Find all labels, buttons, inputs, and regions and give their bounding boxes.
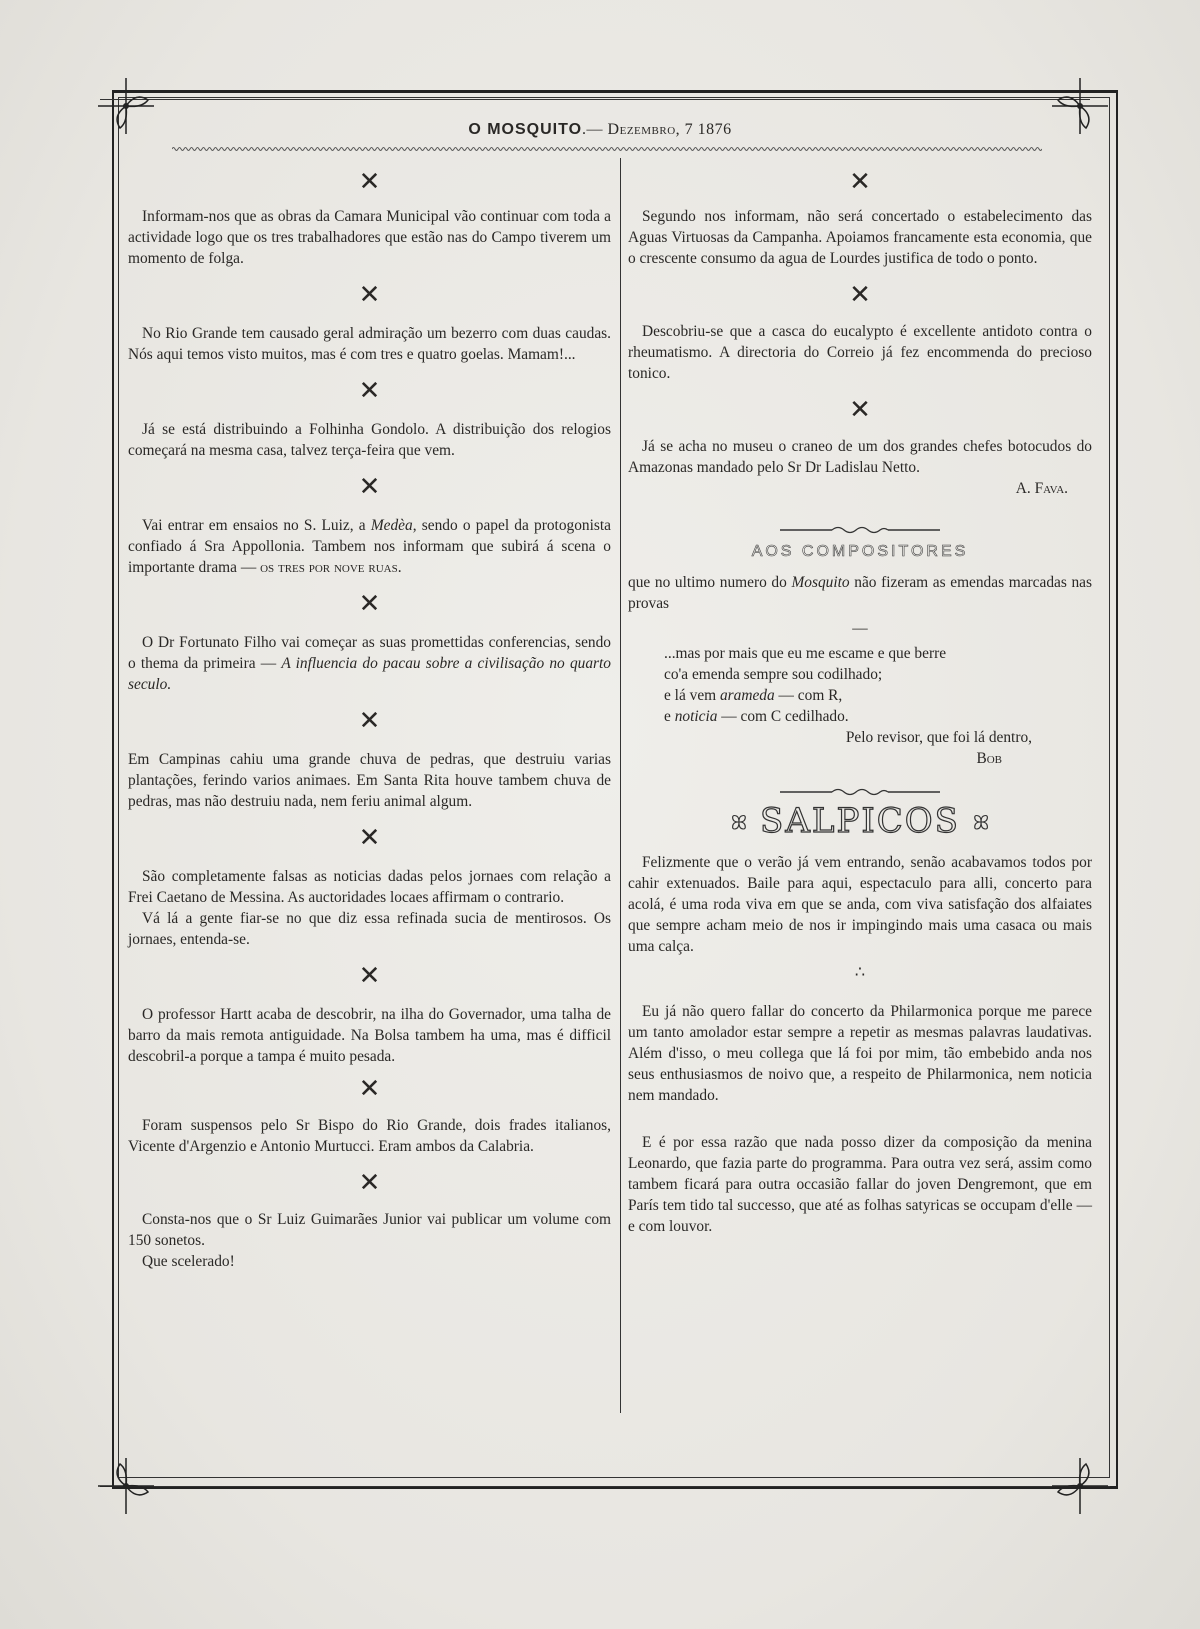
dash-divider: —: [852, 620, 868, 637]
separator-icon: ✕: [849, 167, 871, 197]
news-text: Vá lá a gente fiar-se no que diz essa refinada sucia de mentirosos. Os jornaes, entenda-se.: [128, 910, 611, 948]
flourish-left-icon: ꕤ: [730, 810, 748, 835]
separator-icon: ✕: [358, 1168, 381, 1198]
right-column: [628, 168, 1092, 1237]
verse-line: e noticia — com C cedilhado.: [664, 708, 849, 725]
flourish-right-icon: ꕤ: [972, 810, 990, 835]
ornamental-divider-icon: [780, 525, 940, 535]
news-item: [128, 419, 611, 461]
header-dash: .—: [582, 121, 604, 138]
news-item: [128, 206, 611, 269]
masthead-title: O MOSQUITO: [468, 121, 583, 138]
ornamental-divider-icon: [780, 787, 940, 797]
separator-icon: ✕: [358, 280, 381, 310]
news-text: Já se está distribuindo a Folhinha Gondolo. A distribuição dos relogios começará na mesma casa, talvez terça-feira que vem.: [128, 421, 611, 459]
triad-divider-icon: ∴: [854, 963, 866, 981]
news-text: Descobriu-se que a casca do eucalypto é excellente antidoto contra o rheumatismo. A directoria do Correio já fez encommenda do precioso tonico.: [628, 323, 1092, 382]
news-text: Consta-nos que o Sr Luiz Guimarães Junior vai publicar um volume com 150 sonetos.: [128, 1211, 611, 1249]
separator-icon: ✕: [358, 167, 381, 197]
salpicos-paragraph: E é por essa razão que nada posso dizer da composição da menina Leonardo, que fazia parte do programma. Para outra vez será, assim como tambem ficará para outra occasião fallar do joven Dengremont, que em París tem tido tal successo, que até as folhas satyricas se occupam d'elle — e com louvor.: [628, 1133, 1092, 1235]
separator-icon: ✕: [358, 376, 381, 406]
closing-line: Pelo revisor, que foi lá dentro,: [845, 729, 1032, 746]
separator-icon: ✕: [358, 823, 381, 853]
news-item: [128, 515, 611, 578]
border-line-bottom: [100, 1486, 1110, 1487]
signature-fava: A. Fava.: [1015, 480, 1068, 497]
drama-title: os tres por nove ruas: [260, 559, 398, 576]
column-divider: [620, 158, 621, 1413]
news-item: [128, 749, 611, 812]
separator-icon: ✕: [849, 280, 871, 310]
news-text: No Rio Grande tem causado geral admiração um bezerro com duas caudas. Nós aqui temos visto muitos, mas é com tres e quatro goelas. Mamam!...: [128, 325, 611, 363]
compositores-heading: AOS COMPOSITORES: [751, 543, 969, 560]
compositores-intro: que no ultimo numero do Mosquito não fizeram as emendas marcadas nas provas: [628, 574, 1092, 612]
news-item: [628, 436, 1092, 499]
salpicos-paragraph: Eu já não quero fallar do concerto da Philarmonica porque me parece um tanto amolador estar sempre a repetir as mesmas palavras laudativas. Além d'isso, o meu collega que lá foi por mim, tão embebido anda nos seus enthusiasmos de noivo que, a respeito de Philarmonica, nem noticia nem mandado.: [628, 1002, 1092, 1104]
news-text: O Dr Fortunato Filho vai começar as suas promettidas conferencias, sendo o thema da primeira — A influencia do pacau sobre a civilisação no quarto seculo.: [128, 634, 611, 693]
news-text: Que scelerado!: [142, 1253, 235, 1270]
news-item: [128, 1209, 611, 1272]
lecture-title: A influencia do pacau sobre a civilisação no quarto seculo.: [128, 655, 611, 693]
news-item: [128, 866, 611, 950]
verse-block: [664, 643, 1092, 727]
news-text: Informam-nos que as obras da Camara Municipal vão continuar com toda a actividade logo que os tres trabalhadores que estão nas do Campo tiverem um momento de folga.: [128, 208, 611, 267]
signature-bob: Bob: [976, 750, 1002, 767]
news-item: [128, 1115, 611, 1157]
news-item: [628, 206, 1092, 269]
verse-line: ...mas por mais que eu me escame e que berre: [664, 645, 947, 662]
news-item: [128, 323, 611, 365]
separator-icon: ✕: [358, 472, 381, 502]
play-title: Medèa: [370, 517, 413, 534]
header-date: Dezembro, 7 1876: [607, 121, 732, 138]
news-text: Segundo nos informam, não será concertado o estabelecimento das Aguas Virtuosas da Campanha. Apoiamos francamente esta economia, que o crescente consumo da agua de Lourdes justifica de todo o ponto.: [628, 208, 1092, 267]
wavy-rule: [172, 145, 1042, 153]
corner-ornament-bottom-right-icon: [1050, 1456, 1110, 1516]
border-line-top: [100, 99, 1090, 100]
news-text: Em Campinas cahiu uma grande chuva de pedras, que destruiu varias plantações, ferindo varios animaes. Em Santa Rita houve tambem chuva de pedras, mas não destruiu nada, nem feriu animal algum.: [128, 751, 611, 810]
newspaper-name: Mosquito: [791, 574, 850, 591]
news-item: [628, 321, 1092, 384]
separator-icon: ✕: [358, 706, 381, 736]
separator-icon: ✕: [358, 961, 381, 991]
news-item: [128, 1004, 611, 1067]
news-text: Já se acha no museu o craneo de um dos grandes chefes botocudos do Amazonas mandado pelo Sr Dr Ladislau Netto.: [628, 438, 1092, 476]
salpicos-heading: ꕤ SALPICOS ꕤ: [730, 801, 990, 841]
page-header: [0, 121, 1200, 139]
news-text: São completamente falsas as noticias dadas pelos jornaes com relação a Frei Caetano de Messina. As auctoridades locaes affirmam o contrario.: [128, 868, 611, 906]
separator-icon: ✕: [849, 395, 871, 425]
corner-ornament-bottom-left-icon: [96, 1456, 156, 1516]
news-text: O professor Hartt acaba de descobrir, na ilha do Governador, uma talha de barro da mais remota antiguidade. Na Bolsa tambem ha uma, mas é difficil descobril-a porque a tampa é muito pesada.: [128, 1006, 611, 1065]
separator-icon: ✕: [358, 589, 381, 619]
verse-line: e lá vem arameda — com R,: [664, 687, 843, 704]
verse-line: co'a emenda sempre sou codilhado;: [664, 666, 883, 683]
news-item: [128, 632, 611, 695]
news-text: Vai entrar em ensaios no S. Luiz, a Medèa, sendo o papel da protogonista confiado á Sra Appollonia. Tambem nos informam que subirá á scena o importante drama — os tres por nove ruas.: [128, 517, 611, 576]
left-column: [128, 168, 611, 1272]
news-text: Foram suspensos pelo Sr Bispo do Rio Grande, dois frades italianos, Vicente d'Argenzio e Antonio Murtucci. Eram ambos da Calabria.: [128, 1117, 611, 1155]
salpicos-paragraph: Felizmente que o verão já vem entrando, senão acabavamos todos por cahir extenuados. Baile para aqui, espectaculo para alli, concerto para acolá, é uma roda viva em que se anda, com viva satisfação dos alfaiates que sempre acham meio de nos ir impingindo mais uma casaca ou mais uma calça.: [628, 853, 1092, 955]
separator-icon: ✕: [358, 1074, 381, 1104]
